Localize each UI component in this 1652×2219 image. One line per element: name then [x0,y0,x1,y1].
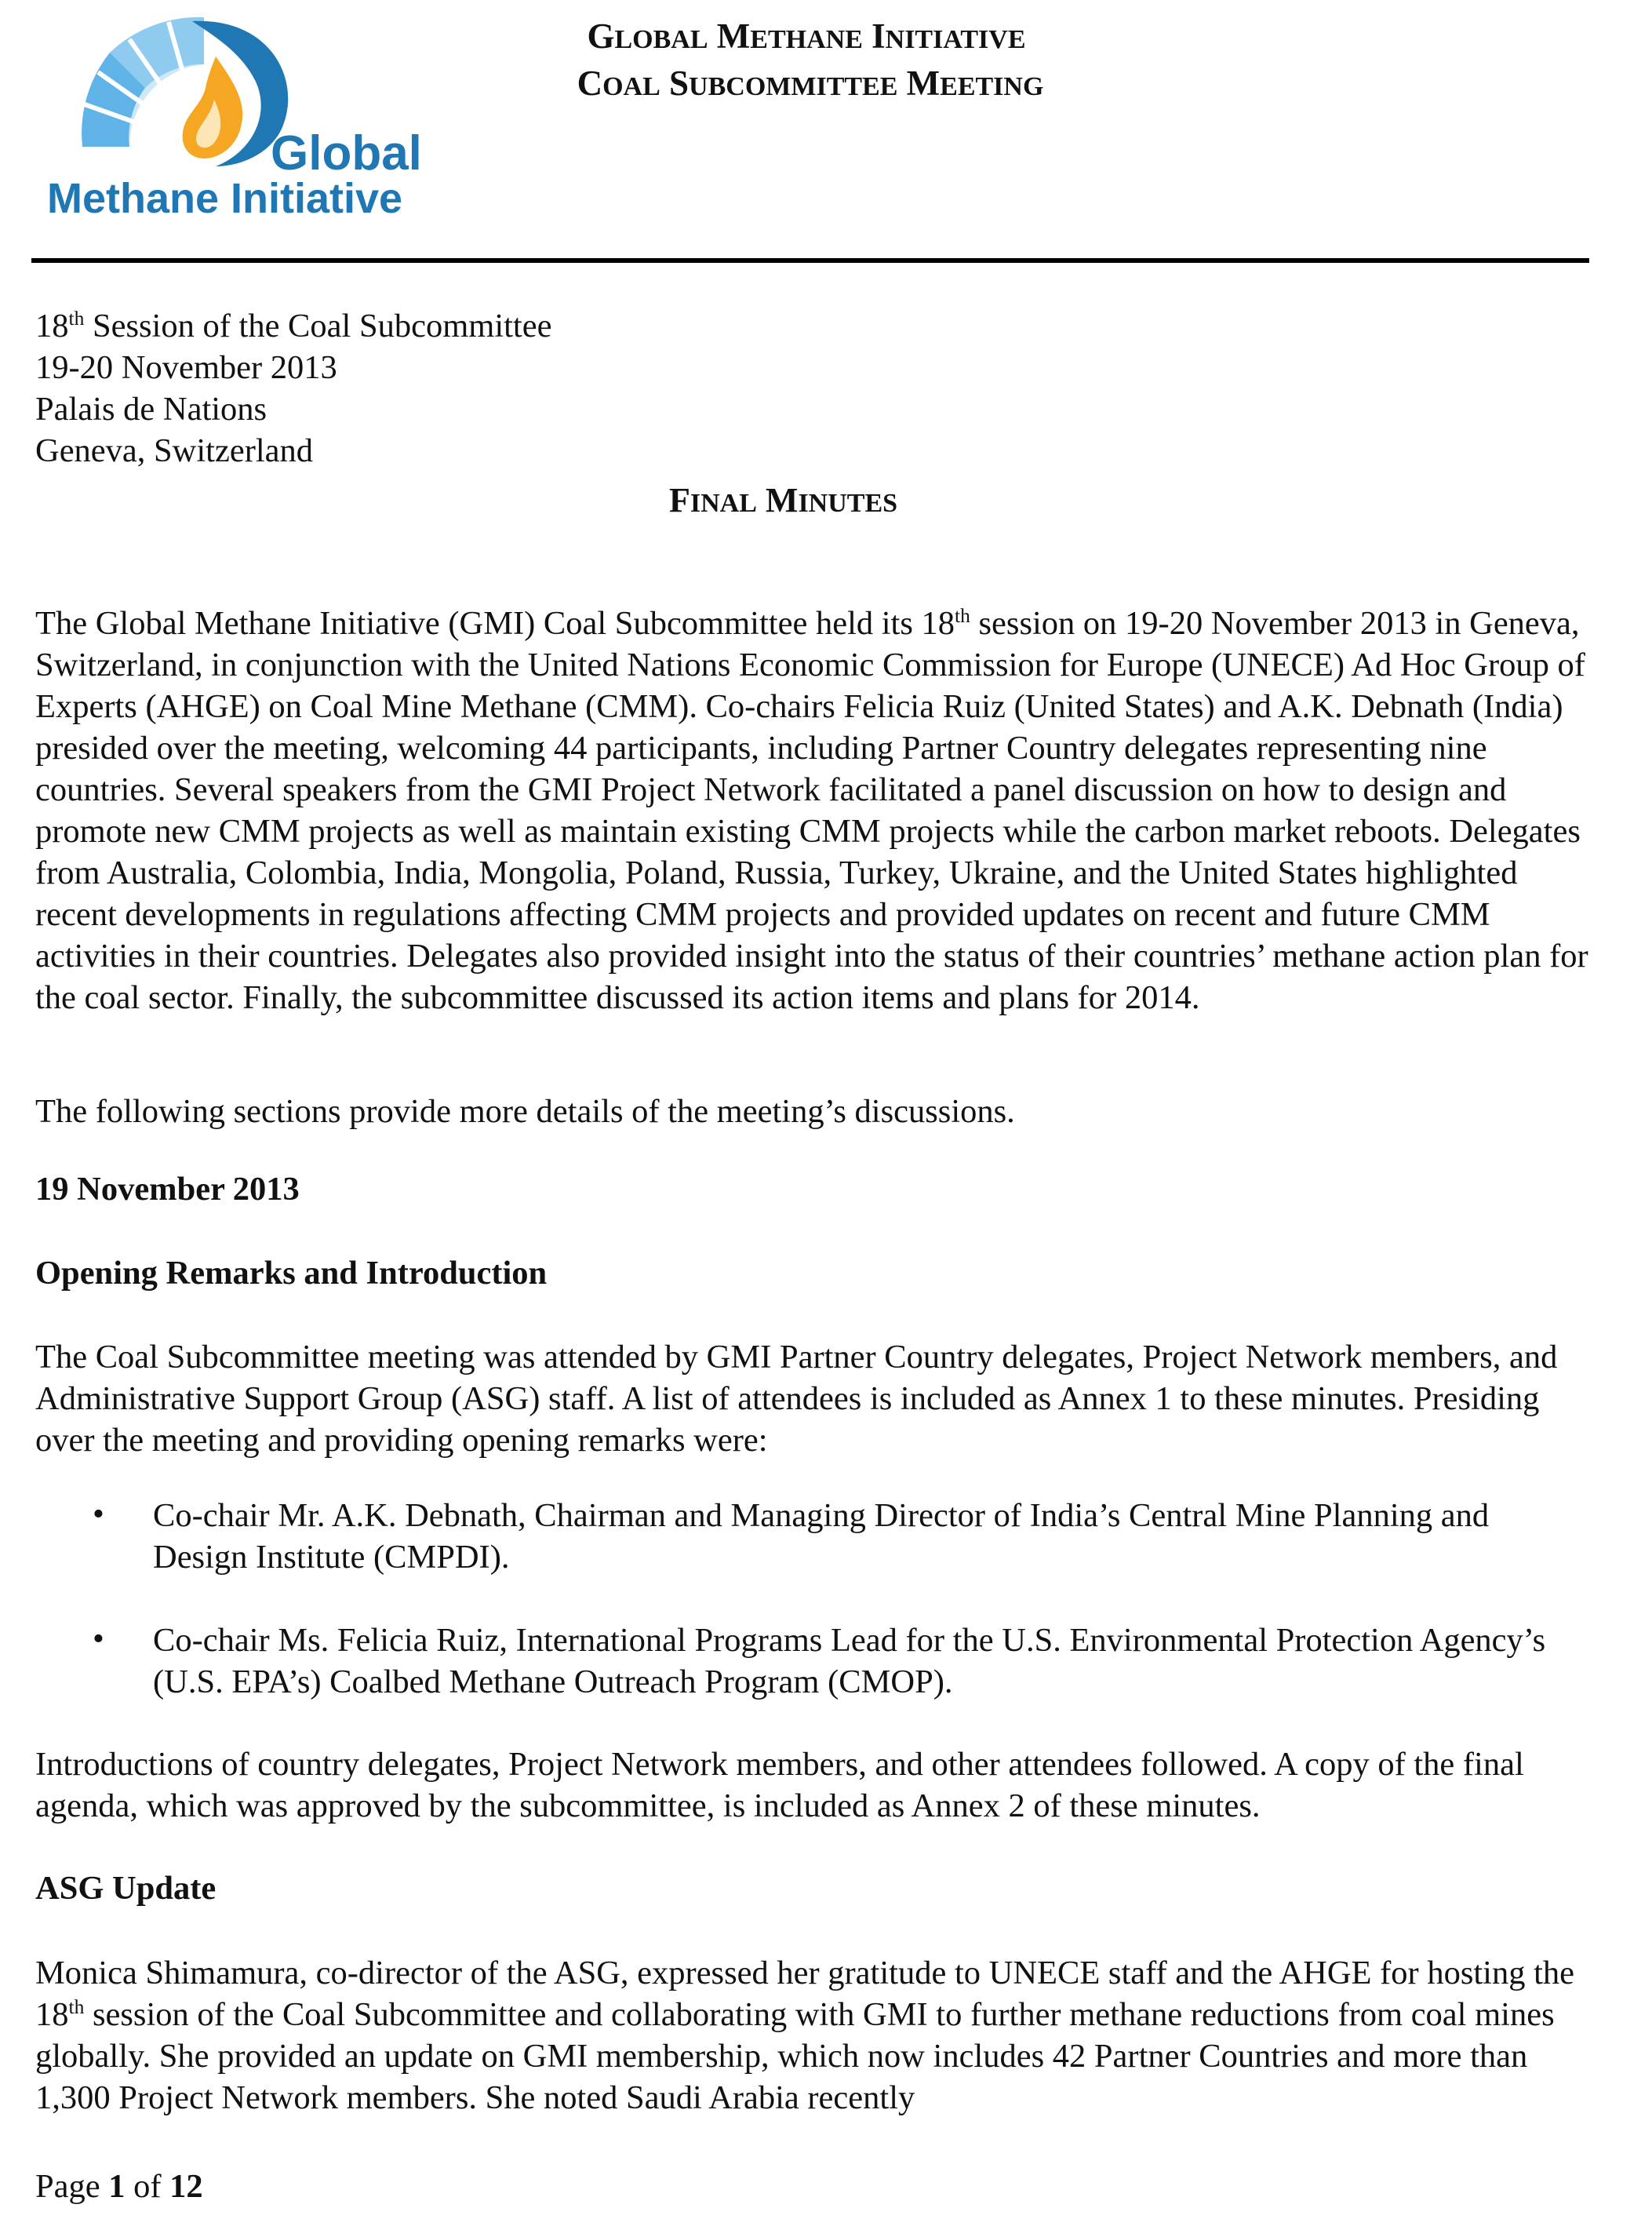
header-oal: OAL [602,72,660,101]
session-location: Geneva, Switzerland [35,432,314,469]
intro-paragraph [35,603,1592,1018]
header-m2: M [906,64,941,103]
intro-part-1: The Global Methane Initiative (GMI) Coal Subcommittee held its 18 [35,605,955,642]
footer-of-label: of [133,2168,162,2205]
header-i: I [871,16,886,56]
logo-word-global: Global [271,126,422,180]
title-f: F [669,481,690,519]
intro-sup: th [955,603,970,627]
header-divider [31,258,1589,263]
session-sup: th [68,306,85,330]
session-info [35,305,551,472]
bullet-item-2: Co-chair Ms. Felicia Ruiz, International Programs Lead for the U.S. Environmental Protection Agency’s (U.S. EPA’s) Coalbed Methane Outreach Program (CMOP). [153,1622,1546,1700]
header-c: C [577,64,603,103]
footer-page-total: 12 [169,2168,203,2205]
header-line-1 [555,16,1057,56]
introductions-paragraph: Introductions of country delegates, Project Network members, and other attendees followed. A copy of the final agenda, which was approved by the subcommittee, is included as Annex 2 of these minutes. [35,1746,1524,1824]
header-g: G [587,16,615,56]
header-ethane: ETHANE [750,25,863,54]
title-inal: INAL [690,489,757,518]
asg-part-2: session of the Coal Subcommittee and collaborating with GMI to further methane reductions from coal mines globally. She provided an update on GMI membership, which now includes 42 Partner Countries and more than 1,300 Project Network members. She noted Saudi Arabia recently [35,1996,1555,2116]
header-ubcommittee: UBCOMMITTEE [689,72,898,101]
session-venue: Palais de Nations [35,391,267,428]
header-line-2 [532,63,1089,104]
page-footer [35,2166,203,2207]
document-title [669,480,897,520]
opening-paragraph: The Coal Subcommittee meeting was attended by GMI Partner Country delegates, Project Network members, and Administrative Support Group (ASG) staff. A list of attendees is included as Annex 1 to these minutes. Presiding over the meeting and providing opening remarks were: [35,1339,1558,1459]
asg-part-1: Monica Shimamura, co-director of the ASG, expressed her gratitude to UNECE staff and the AHGE for hosting the 18 [35,1955,1575,2033]
gmi-logo [35,9,475,229]
session-number: 18 [35,308,69,344]
following-sentence: The following sections provide more details of the meeting’s discussions. [35,1093,1015,1130]
header-nitiative: NITIATIVE [885,25,1026,54]
date-heading: 19 November 2013 [35,1171,300,1208]
logo-word-methane-initiative: Methane Initiative [47,175,403,222]
session-line-1 [35,305,551,347]
bullet-item-1: Co-chair Mr. A.K. Debnath, Chairman and Managing Director of India’s Central Mine Planning and Design Institute (CMPDI). [153,1497,1490,1576]
footer-page-label: Page [35,2168,100,2205]
header-m: M [716,16,751,56]
header-lobal: LOBAL [614,25,708,54]
session-dates: 19-20 November 2013 [35,349,337,386]
session-title: Session of the Coal Subcommittee [84,308,552,344]
opening-heading: Opening Remarks and Introduction [35,1255,548,1292]
bullet-marker-1: • [93,1496,104,1532]
asg-paragraph [35,1952,1588,2119]
asg-sup: th [68,1995,85,2018]
title-inutes: INUTES [798,489,898,518]
footer-page-number: 1 [108,2168,126,2205]
title-m: M [765,481,799,519]
bullet-marker-2: • [93,1620,104,1657]
intro-part-2: session on 19-20 November 2013 in Geneva, Switzerland, in conjunction with the United Nations Economic Commission for Europe (UNECE) Ad Hoc Group of Experts (AHGE) on Coal Mine Methane (CMM). Co-chairs Felicia Ruiz (United States) and A.K. Debnath (India) presided over the meeting, welcoming 44 participants, including Partner Country delegates representing nine countries. Several speakers from the GMI Project Network facilitated a panel discussion on how to design and promote new CMM projects as well as maintain existing CMM projects while the carbon market reboots. Delegates from Australia, Colombia, India, Mongolia, Poland, Russia, Turkey, Ukraine, and the United States highlighted recent developments in regulations affecting CMM projects and provided updates on recent and future CMM activities in their countries. Delegates also provided insight into the status of their countries’ methane action plan for the coal sector. Finally, the subcommittee discussed its action items and plans for 2014. [35,605,1588,1016]
header-s: S [669,64,690,103]
header-eeting: EETING [940,72,1044,101]
asg-heading: ASG Update [35,1870,217,1907]
